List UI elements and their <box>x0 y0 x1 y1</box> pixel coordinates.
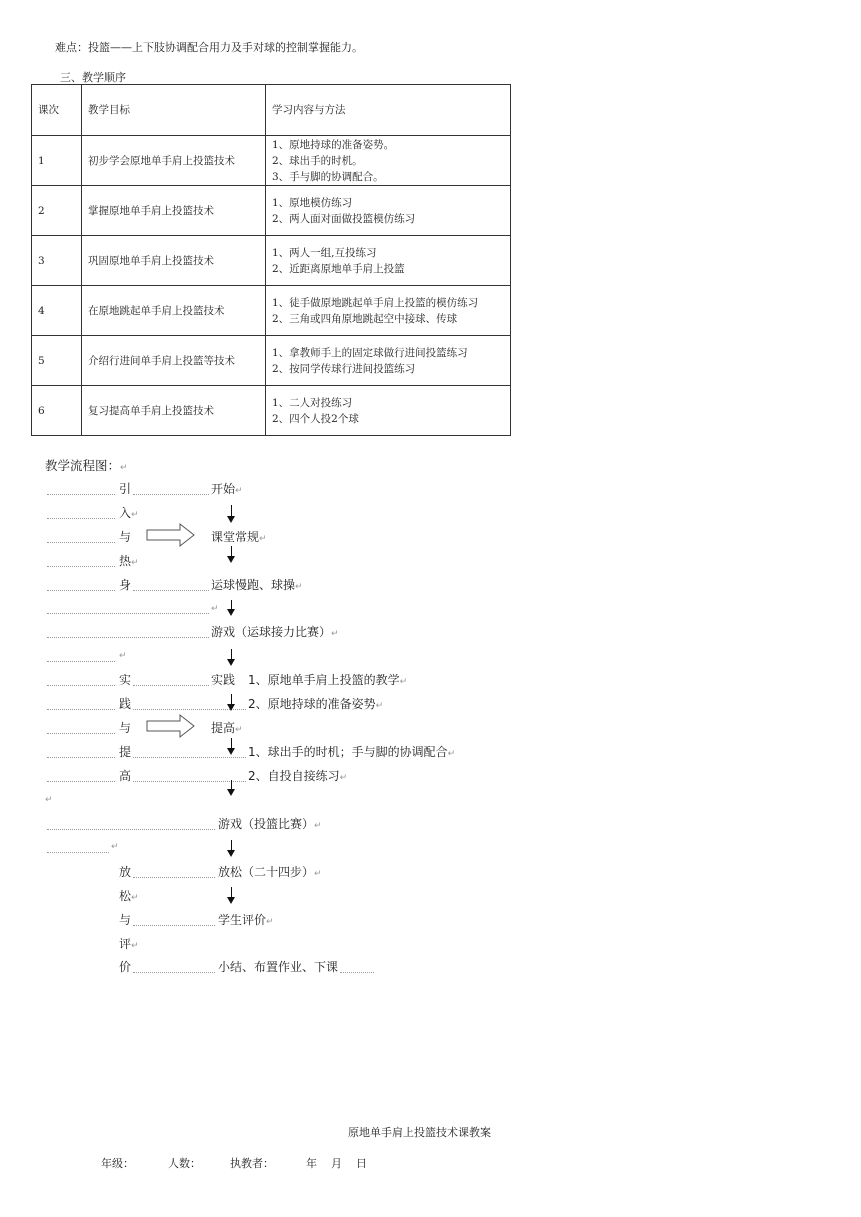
step-evaluate: 学生评价↵ <box>218 913 274 927</box>
method-line: 2、四个人投2个球 <box>272 412 359 425</box>
phase-char: 入↵ <box>119 506 139 520</box>
student-count-label: 人数： <box>168 1157 201 1170</box>
lesson-number: 6 <box>32 386 82 436</box>
table-header-cell: 课次 <box>32 85 82 136</box>
lesson-plan-title: 原地单手肩上投篮技术课教案 <box>348 1126 491 1139</box>
phase-char: 与 <box>119 721 132 735</box>
lesson-number: 4 <box>32 286 82 336</box>
phase-char: 价 <box>119 960 132 974</box>
method-line: 2、两人面对面做投篮模仿练习 <box>272 212 416 225</box>
method-line: 1、原地模仿练习 <box>272 196 353 209</box>
step-improve: 提高↵ <box>211 721 243 735</box>
empty-line: ↵ <box>211 604 219 614</box>
lesson-methods <box>266 186 511 236</box>
lesson-number: 3 <box>32 236 82 286</box>
phase-char: 提 <box>119 745 132 759</box>
table-row <box>32 236 511 286</box>
practice-item-2: 2、原地持球的准备姿势↵ <box>248 697 384 711</box>
method-line: 2、球出手的时机。 <box>272 154 363 167</box>
improve-item-1: 1、球出手的时机；手与脚的协调配合↵ <box>248 745 456 759</box>
phase-char: 放 <box>119 865 132 879</box>
table-header-cell: 学习内容与方法 <box>266 85 511 136</box>
lesson-goal: 复习提高单手肩上投篮技术 <box>82 386 266 436</box>
method-line: 2、三角或四角原地跳起空中接球、传球 <box>272 312 458 325</box>
table-header-cell: 教学目标 <box>82 85 266 136</box>
lesson-number: 2 <box>32 186 82 236</box>
phase-char: 践 <box>119 697 132 711</box>
lesson-number: 1 <box>32 136 82 186</box>
grade-label: 年级： <box>101 1157 134 1170</box>
step-game-shooting: 游戏（投篮比赛）↵ <box>218 817 322 831</box>
right-arrow-icon <box>146 713 196 739</box>
difficulty-text: 难点：投篮——上下肢协调配合用力及手对球的控制掌握能力。 <box>55 41 363 54</box>
step-practice: 实践 <box>211 673 236 687</box>
teaching-order-table <box>31 84 511 436</box>
step-summary: 小结、布置作业、下课 <box>218 960 339 974</box>
date-label: 年 月 日 <box>306 1157 367 1170</box>
step-relax: 放松（二十四步）↵ <box>218 865 322 879</box>
table-row <box>32 286 511 336</box>
table-row <box>32 136 511 186</box>
improve-item-2: 2、自投自接练习↵ <box>248 769 348 783</box>
phase-char: 评↵ <box>119 937 139 951</box>
right-arrow-icon <box>146 522 196 548</box>
method-line: 1、二人对投练习 <box>272 396 353 409</box>
flowchart-title: 教学流程图：↵ <box>45 458 128 473</box>
lesson-methods <box>266 286 511 336</box>
practice-item-1: 1、原地单手肩上投篮的教学↵ <box>248 673 408 687</box>
method-line: 1、徒手做原地跳起单手肩上投篮的模仿练习 <box>272 296 479 309</box>
phase-char: 高 <box>119 769 132 783</box>
section-title: 三、教学顺序 <box>60 71 126 84</box>
step-warmup: 运球慢跑、球操↵ <box>211 578 303 592</box>
lesson-number: 5 <box>32 336 82 386</box>
phase-char: 实 <box>119 673 132 687</box>
empty-line: ↵ <box>111 842 119 852</box>
table-row <box>32 386 511 436</box>
empty-line: ↵ <box>119 651 127 661</box>
empty-line: ↵ <box>45 795 53 805</box>
method-line: 1、原地持球的准备姿势。 <box>272 138 395 151</box>
table-row <box>32 336 511 386</box>
phase-char: 松↵ <box>119 889 139 903</box>
method-line: 3、手与脚的协调配合。 <box>272 170 384 183</box>
method-line: 1、两人一组,互投练习 <box>272 246 377 259</box>
step-game-dribble-relay: 游戏（运球接力比赛）↵ <box>211 625 339 639</box>
lesson-goal: 巩固原地单手肩上投篮技术 <box>82 236 266 286</box>
step-start: 开始↵ <box>211 482 243 496</box>
phase-char: 热↵ <box>119 554 139 568</box>
lesson-goal: 初步学会原地单手肩上投篮技术 <box>82 136 266 186</box>
paragraph-mark: ↵ <box>120 463 128 473</box>
method-line: 2、近距离原地单手肩上投篮 <box>272 262 405 275</box>
method-line: 2、按同学传球行进间投篮练习 <box>272 362 416 375</box>
phase-char: 引 <box>119 482 132 496</box>
phase-char: 与 <box>119 913 132 927</box>
table-header-row <box>32 85 511 136</box>
lesson-goal: 介绍行进间单手肩上投篮等技术 <box>82 336 266 386</box>
lesson-methods <box>266 236 511 286</box>
method-line: 1、拿教师手上的固定球做行进间投篮练习 <box>272 346 468 359</box>
step-routine: 课堂常规↵ <box>211 530 267 544</box>
phase-char: 身 <box>119 578 132 592</box>
lesson-methods <box>266 336 511 386</box>
lesson-methods <box>266 386 511 436</box>
phase-char: 与 <box>119 530 132 544</box>
lesson-goal: 在原地跳起单手肩上投篮技术 <box>82 286 266 336</box>
lesson-methods <box>266 136 511 186</box>
table-row <box>32 186 511 236</box>
lesson-goal: 掌握原地单手肩上投篮技术 <box>82 186 266 236</box>
teacher-label: 执教者： <box>230 1157 274 1170</box>
